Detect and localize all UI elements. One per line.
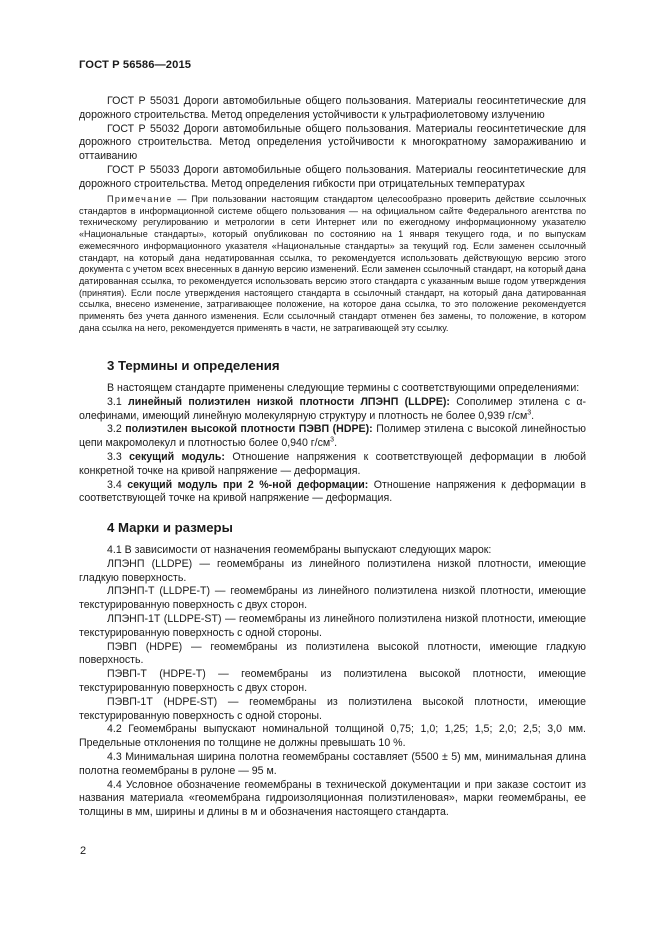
references-list [79,95,586,192]
mark-item: ЛПЭНП-1Т (LLDPE-ST) — геомембраны из линейного полиэтилена низкой плотности, имеющие текстурированную поверхность с одной стороны. [79,612,586,639]
reference-item: ГОСТ Р 55031 Дороги автомобильные общего пользования. Материалы геосинтетические для дорожного строительства. Метод определения устойчивости к ультрафиолетовому излучению [79,95,586,121]
term-definition: 3.2 полиэтилен высокой плотности ПЭВП (HDPE): Полимер этилена с высокой линейностью цепи макромолекул и плотностью более 0,940 $г/см^3$. [79,423,587,450]
paragraph-4-3: 4.3 Минимальная ширина полотна геомембраны составляет (5500 ± 5) мм, минимальная длина полотна геомембраны в рулоне — 95 м. [79,750,586,777]
page-number: 2 [80,845,87,857]
document-header: ГОСТ Р 56586—2015 [79,59,192,71]
term-definition: 3.3 секущий модуль: Отношение напряжения к соответствующей деформации в любой конкретной точке на кривой напряжение — деформация. [79,450,586,477]
reference-item: ГОСТ Р 55032 Дороги автомобильные общего пользования. Материалы геосинтетические для дорожного строительства. Метод определения устойчивости к многократному замораживанию и оттаиванию [79,122,586,163]
section-4-title: 4 Марки и размеры [107,520,233,535]
mark-item: ПЭВП-1Т (HDPE-ST) — геомембраны из полиэтилена высокой плотности, имеющие текстурированную поверхность с одной стороны. [79,695,586,722]
term-name: линейный полиэтилен низкой плотности ЛПЭНП (LLDPE): [128,395,450,408]
term-definition: 3.1 линейный полиэтилен низкой плотности ЛПЭНП (LLDPE): Сополимер этилена с α-олефинами, имеющий линейную молекулярную структуру и плотность не более 0,939 $г/см^3$. [79,395,586,422]
mark-item: ЛПЭНП-Т (LLDPE-T) — геомембраны из линейного полиэтилена низкой плотности, имеющие текстурированную поверхность с двух сторон. [79,585,586,612]
paragraph-4-1: 4.1 В зависимости от назначения геомембраны выпускают следующих марок: [107,544,492,556]
paragraph-4-4: 4.4 Условное обозначение геомембраны в технической документации и при заказе состоит из названия материала «геомембрана гидроизоляционная полиэтиленовая», марки геомембраны, ее толщины в мм, ширины и длины в м и обозначения настоящего стандарта. [79,778,586,819]
mark-item: ЛПЭНП (LLDPE) — геомембраны из линейного полиэтилена низкой плотности, имеющие гладкую поверхность. [79,557,586,584]
mark-item: ПЭВП (HDPE) — геомембраны из полиэтилена высокой плотности, имеющие гладкую поверхность. [79,640,586,667]
section-3-intro: В настоящем стандарте применены следующие термины с соответствующими определениями: [107,382,580,394]
term-name: полиэтилен высокой плотности ПЭВП (HDPE): [125,423,373,436]
section-3-title: 3 Термины и определения [107,358,280,373]
reference-item: ГОСТ Р 55033 Дороги автомобильные общего пользования. Материалы геосинтетические для дорожного строительства. Метод определения гибкости при отрицательных температурах [79,163,586,190]
paragraph-4-2: 4.2 Геомембраны выпускают номинальной толщиной 0,75; 1,0; 1,25; 1,5; 2,0; 2,5; 3,0 мм. Предельные отклонения по толщине не должны превышать 10 %. [79,723,586,750]
term-name: секущий модуль: [129,450,225,463]
section-4-body [79,544,586,820]
term-name: секущий модуль при 2 %-ной деформации: [127,478,369,491]
note-text: — При пользовании настоящим стандартом целесообразно проверить действие ссылочных стандартов в информационной системе общего пользования — на официальном сайте Федерального агентства по техническому регулированию и метрологии в сети Интернет или по ежегодному информационному указателю «Национальные стандарты», который опубликован по состоянию на 1 января текущего года, и по выпускам ежемесячного информационного указателя «Национальные стандарты» за текущий год. Если заменен ссылочный стандарт, на который дана недатированная ссылка, то рекомендуется использовать действующую версию этого документа с учетом всех внесенных в данную версию изменений. Если заменен ссылочный стандарт, на который дана датированная ссылка, то рекомендуется использовать версию этого стандарта с указанным выше годом утверждения (принятия). Если после утверждения настоящего стандарта в ссылочный стандарт, на который дана датированная ссылка, внесено изменение, затрагивающее положение, на которое дана ссылка, то это положение рекомендуется применять без учета данного изменения. Если ссылочный стандарт отменен без замены, то положение, в котором дана ссылка на него, рекомендуется применять в части, не затрагивающей эту ссылку. [79,194,586,333]
note-label: Примечание [107,194,173,204]
note-paragraph [79,194,586,334]
term-definition: 3.4 секущий модуль при 2 %-ной деформации: Отношение напряжения к деформации в соответствующей точке на кривой напряжение — деформация. [79,478,586,505]
mark-item: ПЭВП-Т (HDPE-T) — геомембраны из полиэтилена высокой плотности, имеющие текстурированную поверхность с двух сторон. [79,668,586,694]
section-3-body [79,382,586,506]
